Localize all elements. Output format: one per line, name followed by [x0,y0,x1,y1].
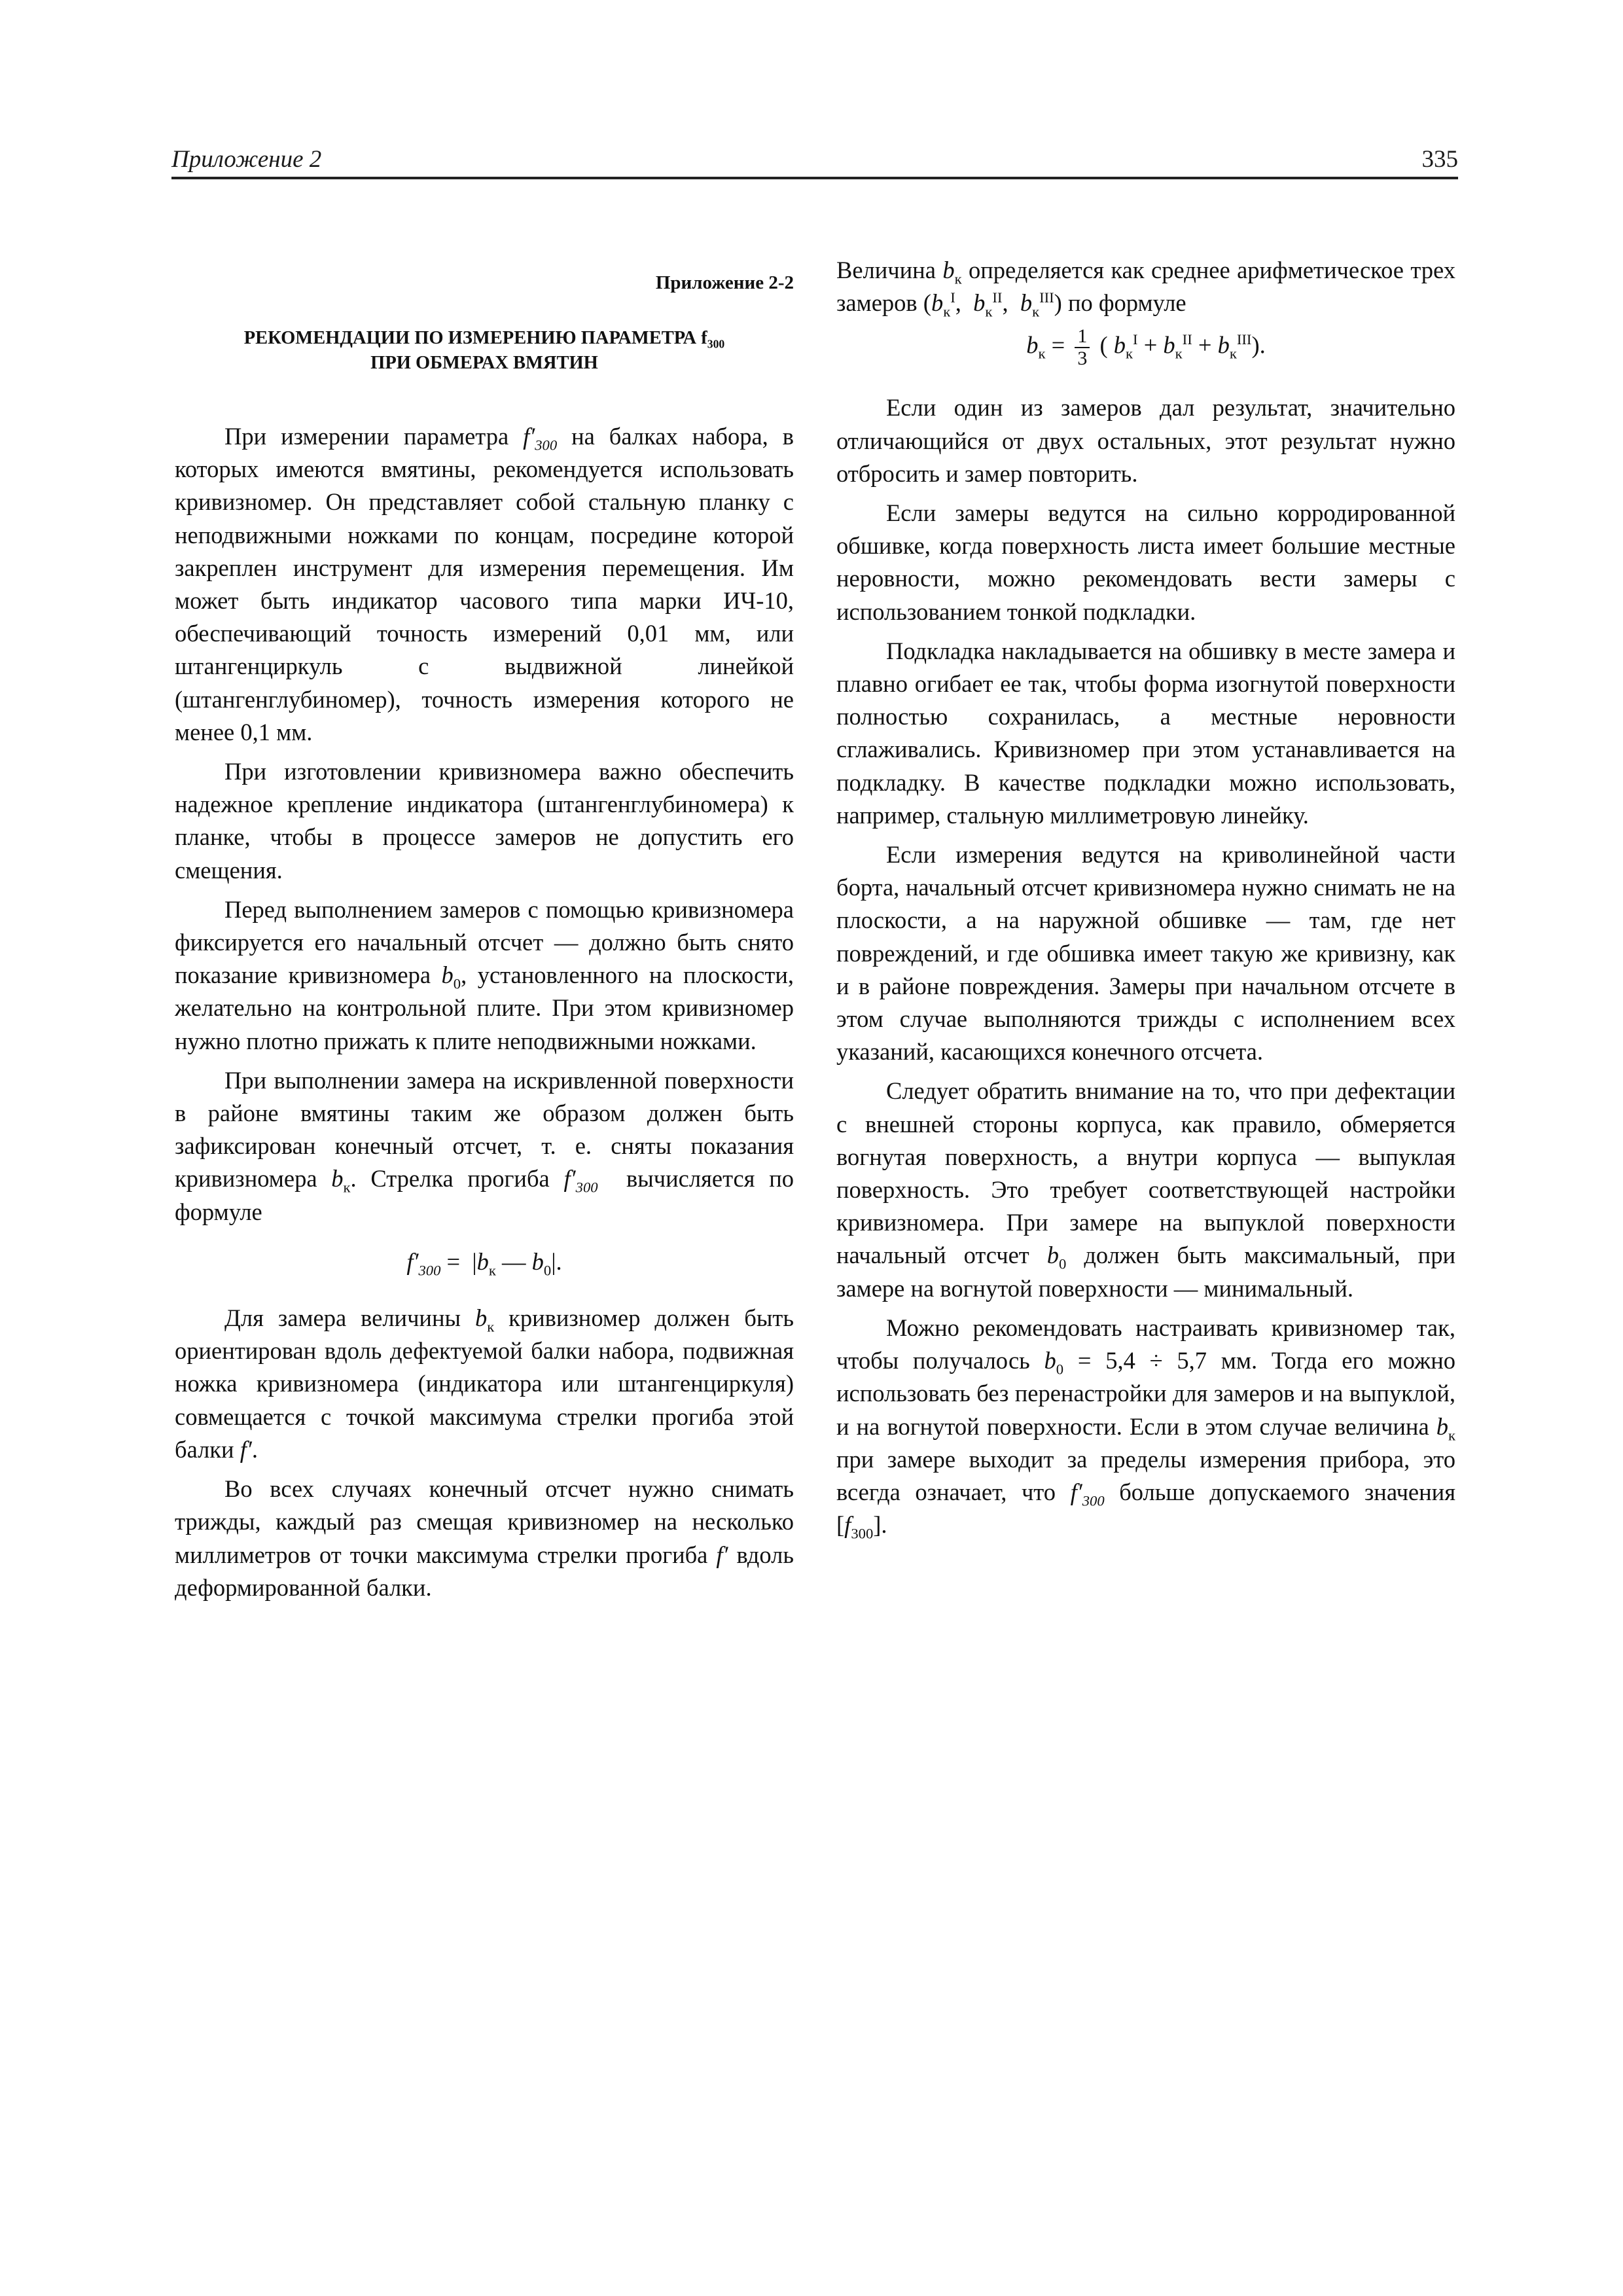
page-number: 335 [1421,146,1458,173]
appendix-title-line2: ПРИ ОБМЕРАХ ВМЯТИН [370,353,598,373]
right-column [836,254,1455,1548]
appendix-title-line1: РЕКОМЕНДАЦИИ ПО ИЗМЕРЕНИЮ ПАРАМЕТРА f [243,328,707,348]
header-section: Приложение 2 [171,146,322,173]
left-paragraph-5: Для замера величины $b_к$ кривизномер должен быть ориентирован вдоль дефектуемой балки набора, подвижная ножка кривизномера (индикатора или штангенциркуля) совмещается с точкой максимума стрелки прогиба этой балки f′. [175,1304,794,1463]
left-column [175,254,794,1611]
left-paragraph-2: При изготовлении кривизномера важно обеспечить надежное крепление индикатора (штангенглубиномера) к планке, чтобы в процессе замеров не допустить его смещения. [175,758,794,884]
fraction-one-third: $\frac{1}{3}$ [1075,326,1090,369]
formula-average: $b_к$ = $\frac{1}{3}$ ( $b_к^I + b_к^{II} + b_к^{III}$). [1026,325,1266,370]
left-paragraph-3: Перед выполнением замеров с помощью кривизномера фиксируется его начальный отсчет — должно быть снято показание кривизномера $b_0$, установленного на плоскости, желательно на контрольной плите. При этом кривизномер нужно плотно прижать к плите неподвижными ножками. [175,895,794,1054]
right-paragraph-3: Если замеры ведутся на сильно корродированной обшивке, когда поверхность листа имеет большие местные неровности, можно рекомендовать вести замеры с использованием тонкой подкладки. [836,499,1455,625]
left-paragraph-4: При выполнении замера на искривленной поверхности в районе вмятины таким же образом должен быть зафиксирован конечный отсчет, т. е. сняты показания кривизномера $b_к$. Стрелка прогиба $f'_{300}$ вычисляется по формуле [175,1066,794,1225]
right-paragraph-1: Величина $b_к$ определяется как среднее арифметическое трех замеров ($b_к^I$, $b_к^{II}$, $b_к^{III}$) по формуле [836,257,1455,320]
formula-deflection: $f'_{300} = |b_к$ — $b_0|$. [406,1247,562,1279]
running-header [171,145,1458,174]
right-paragraph-4: Подкладка накладывается на обшивку в месте замера и плавно огибает ее так, чтобы форма изогнутой поверхности полностью сохранилась, а местные неровности сглаживались. Кривизномер при этом устанавливается на подкладку. В качестве подкладки можно использовать, например, стальную миллиметровую линейку. [836,637,1455,829]
right-paragraph-6: Следует обратить внимание на то, что при дефектации с внешней стороны корпуса, как правило, обмеряется вогнутая поверхность, а внутри корпуса — выпуклая поверхность. Это требует соответствующей настройки кривизномера. При замере на выпуклой поверхности начальный отсчет $b_0$ должен быть максимальный, при замере на вогнутой поверхности — минимальный. [836,1077,1455,1302]
right-paragraph-7: Можно рекомендовать настраивать кривизномер так, чтобы получалось $b_0 = 5,4 \div 5,7$ мм. Тогда его можно использовать без перенастройки для замеров и на выпуклой, и на вогнутой поверхности. Если в этом случае величина $b_к$ при замере выходит за пределы измерения прибора, это всегда означает, что $f'_{300}$ больше допускаемого значения $[f_{300}]$. [836,1314,1456,1542]
left-paragraph-1: При измерении параметра $f'_{300}$ на балках набора, в которых имеются вмятины, рекомендуется использовать кривизномер. Он представляет собой стальную планку с неподвижными ножками по концам, посредине которой закреплен инструмент для измерения перемещения. Им может быть индикатор часового типа марки ИЧ-10, обеспечивающий точность измерений 0,01 мм, или штангенциркуль с выдвижной линейкой (штангенглубиномер), точность измерения которого не менее 0,1 мм. [175,423,794,745]
right-paragraph-2: Если один из замеров дал результат, значительно отличающийся от двух остальных, этот результат нужно отбросить и замер повторить. [836,394,1455,487]
header-rule [171,177,1458,179]
appendix-title [175,326,794,376]
right-paragraph-5: Если измерения ведутся на криволинейной части борта, начальный отсчет кривизномера нужно снимать не на плоскости, а на наружной обшивке — там, где нет повреждений, и где обшивка имеет такую же кривизну, как и в районе повреждения. Замеры при начальном отсчете в этом случае выполняются трижды с исполнением всех указаний, касающихся конечного отсчета. [836,841,1455,1066]
appendix-title-sub: 300 [707,337,725,351]
appendix-label: Приложение 2-2 [655,272,794,293]
left-paragraph-6: Во всех случаях конечный отсчет нужно снимать трижды, каждый раз смещая кривизномер на несколько миллиметров от точки максимума стрелки прогиба f′ вдоль деформированной балки. [175,1475,794,1601]
